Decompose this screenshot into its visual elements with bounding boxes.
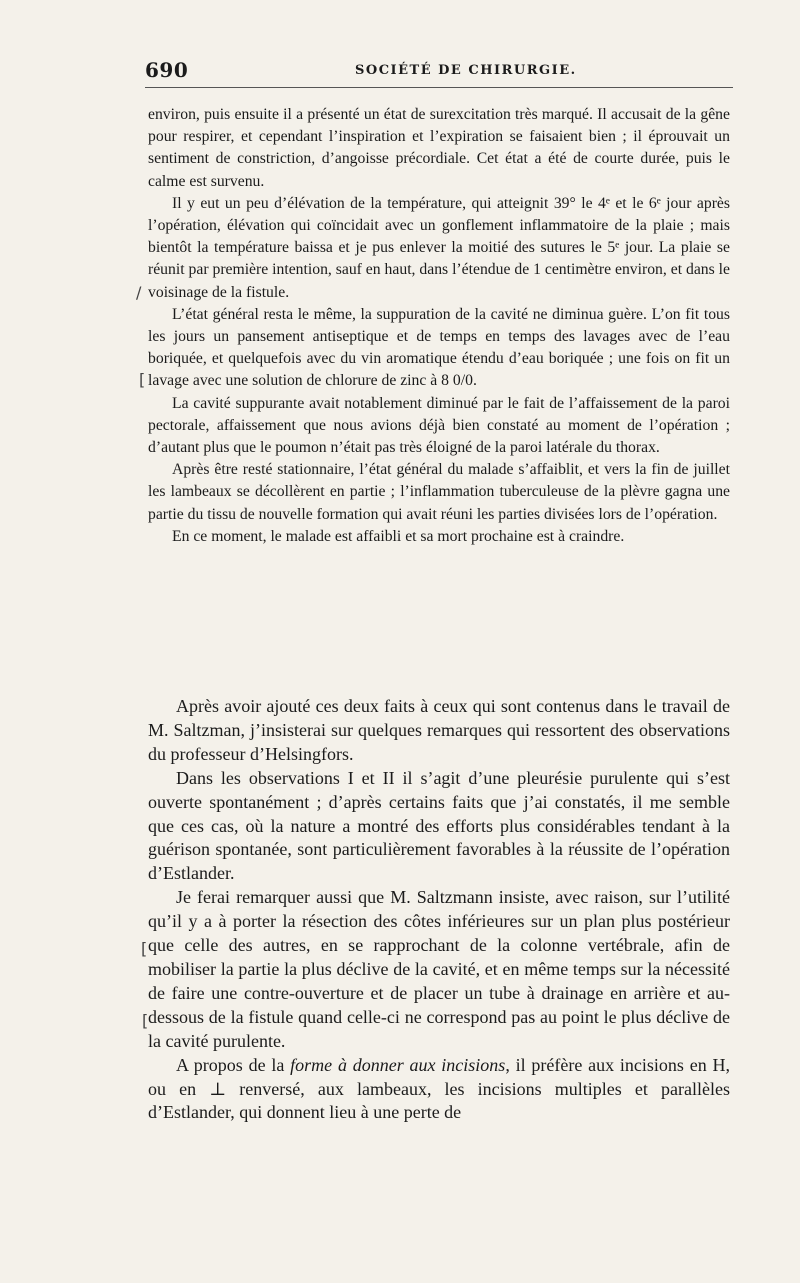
small-text-block (148, 104, 730, 548)
page-header (145, 58, 733, 82)
paragraph-last (148, 1054, 730, 1126)
margin-mark: / (136, 283, 142, 302)
large-text-block (148, 695, 730, 1125)
text-run: A propos de la (176, 1054, 291, 1075)
paragraph: Après avoir ajouté ces deux faits à ceux qui sont contenus dans le travail de M. Saltzman, j’insisterai sur quelques remarques qui ressortent des observations du professeur d’Helsingfors. (148, 696, 730, 764)
running-title: SOCIÉTÉ DE CHIRURGIE. (355, 63, 577, 78)
paragraph: Dans les observations I et II il s’agit d’une pleurésie purulente qui s’est ouverte spontanément ; d’après certains faits que j’ai constatés, il me semble que ces cas, où la nature a montré des efforts plus considérables tendant à la guérison spontanée, sont particulièrement favorables à la réussite de l’opération d’Estlander. (148, 767, 730, 884)
margin-mark: [ (141, 939, 148, 958)
paragraph: Après être resté stationnaire, l’état général du malade s’affaiblit, et vers la fin de juillet les lambeaux se décollèrent en partie ; l’inflammation tuberculeuse de la plèvre gagna une partie du tissu de nouvelle formation qui avait réuni les parties divisées lors de l’opération. (148, 461, 730, 523)
paragraph: environ, puis ensuite il a présenté un état de surexcitation très marqué. Il accusait de la gêne pour respirer, et cependant l’inspiration et l’expiration se faisaient bien ; il éprouvait un sentiment de constriction, d’angoisse précordiale. Cet état a été de courte durée, puis le calme est survenu. (148, 106, 730, 190)
paragraph: L’état général resta le même, la suppuration de la cavité ne diminua guère. L’on fit tous les jours un pansement antiseptique et de temps en temps des lavages avec de l’eau boriquée, et quelquefois avec du vin aromatique étendu d’eau boriquée ; une fois on fit un lavage avec une solution de chlorure de zinc à 8 0/0. (148, 305, 730, 390)
margin-mark: [ (139, 370, 146, 389)
paragraph: La cavité suppurante avait notablement diminué par le fait de l’affaissement de la paroi pectorale, affaissement que nous avions déjà bien constaté au moment de l’opération ; d’autant plus que le poumon n’était pas très éloigné de la paroi latérale du thorax. (148, 394, 730, 457)
paragraph: Je ferai remarquer aussi que M. Saltzmann insiste, avec raison, sur l’utilité qu’il y a à porter la résection des côtes inférieures sur un plan plus postérieur que celle des autres, en se rapprochant de la colonne vertébrale, afin de mobiliser la partie la plus déclive de la cavité, et en même temps sur la nécessité de faire une contre-ouverture et de placer un tube à drainage en arrière et au-dessous de la fistule quand celle-ci ne correspond pas au point le plus déclive de la cavité purulente. (148, 887, 730, 1051)
paragraph: Il y eut un peu d’élévation de la température, qui atteignit 39° le 4ᵉ et le 6ᵉ jour après l’opération, élévation qui coïncidait avec un gonflement inflammatoire de la plaie ; mais bientôt la température baissa et je pus enlever la moitié des sutures le 5ᵉ jour. La plaie se réunit par première intention, sauf en haut, dans l’étendue de 1 centimètre environ, et dans le voisinage de la fistule. (148, 194, 730, 301)
margin-mark: [ (142, 1011, 149, 1030)
page-number: 690 (145, 58, 189, 82)
header-rule (145, 87, 733, 88)
emphasis-text: forme à donner aux incisions (290, 1054, 506, 1075)
paragraph: En ce moment, le malade est affaibli et sa mort prochaine est à craindre. (172, 527, 625, 545)
text-run: , il préfère aux incisions en H, ou en ⊥ renversé, aux lambeaux, les incisions multiples et parallèles d’Estlander, qui donnent lieu à une perte de (148, 1054, 730, 1123)
